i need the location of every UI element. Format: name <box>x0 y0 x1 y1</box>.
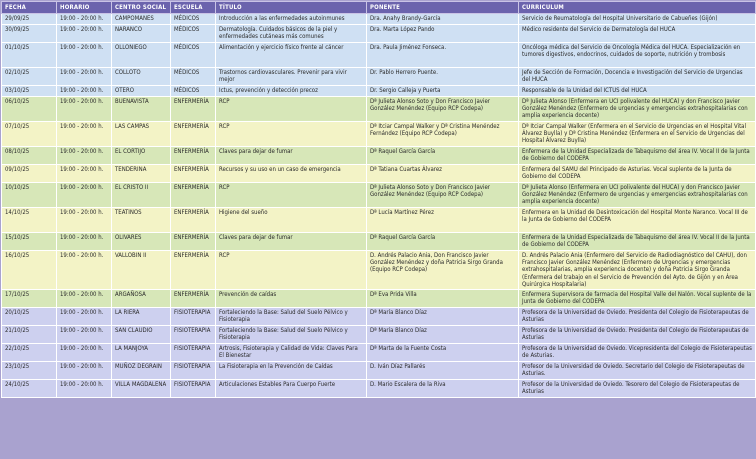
cell-fecha: 15/10/25 <box>2 233 57 251</box>
table-row <box>2 86 756 97</box>
table-row <box>2 208 756 233</box>
cell-centro: LAS CAMPAS <box>112 122 171 147</box>
cell-ponente: D. Mario Escalera de la Riva <box>367 380 519 398</box>
cell-ponente: Dra. Paula Jiménez Fonseca. <box>367 43 519 68</box>
cell-horario: 19:00 - 20:00 h. <box>57 25 112 43</box>
cell-ponente: Dra. Anahy Brandy-García <box>367 14 519 25</box>
header-ponente: PONENTE <box>367 2 519 14</box>
cell-horario: 19:00 - 20:00 h. <box>57 208 112 233</box>
cell-titulo: Recursos y su uso en un caso de emergencia <box>216 165 367 183</box>
cell-centro: SAN CLAUDIO <box>112 326 171 344</box>
header-fecha: FECHA <box>2 2 57 14</box>
cell-horario: 19:00 - 20:00 h. <box>57 290 112 308</box>
cell-fecha: 14/10/25 <box>2 208 57 233</box>
cell-horario: 19:00 - 20:00 h. <box>57 308 112 326</box>
cell-curriculum: Dª Itciar Campal Walker (Enfermera en el Servicio de Urgencias en el Hospital Vital Álvarez Buylla) y Dª Cristina Menéndez (Enfermera en el Servicio de Urgencias del Hospital Álvarez Buylla) <box>519 122 756 147</box>
cell-curriculum: Servicio de Reumatología del Hospital Universitario de Cabueñes (Gijón) <box>519 14 756 25</box>
cell-escuela: FISIOTERAPIA <box>171 344 216 362</box>
table-row <box>2 233 756 251</box>
cell-centro: OLIVARES <box>112 233 171 251</box>
cell-titulo: Higiene del sueño <box>216 208 367 233</box>
cell-centro: COLLOTO <box>112 68 171 86</box>
cell-horario: 19:00 - 20:00 h. <box>57 122 112 147</box>
cell-escuela: FISIOTERAPIA <box>171 326 216 344</box>
cell-titulo: RCP <box>216 183 367 208</box>
cell-escuela: ENFERMERÍA <box>171 97 216 122</box>
cell-escuela: MÉDICOS <box>171 86 216 97</box>
cell-titulo: RCP <box>216 97 367 122</box>
cell-escuela: FISIOTERAPIA <box>171 380 216 398</box>
cell-fecha: 08/10/25 <box>2 147 57 165</box>
cell-fecha: 17/10/25 <box>2 290 57 308</box>
header-centro-social: CENTRO SOCIAL <box>112 2 171 14</box>
cell-curriculum: Profesora de la Universidad de Oviedo. Presidenta del Colegio de Fisioterapeutas de Asturias <box>519 326 756 344</box>
cell-escuela: FISIOTERAPIA <box>171 308 216 326</box>
table-row <box>2 122 756 147</box>
cell-titulo: RCP <box>216 251 367 290</box>
cell-horario: 19:00 - 20:00 h. <box>57 68 112 86</box>
cell-titulo: La Fisioterapia en la Prevención de Caídas <box>216 362 367 380</box>
cell-ponente: Dª Lucía Martínez Pérez <box>367 208 519 233</box>
cell-fecha: 24/10/25 <box>2 380 57 398</box>
cell-fecha: 03/10/25 <box>2 86 57 97</box>
cell-curriculum: Enfermera en la Unidad de Desintoxicación del Hospital Monte Naranco. Vocal III de la Junta de Gobierno del CODEPA <box>519 208 756 233</box>
cell-ponente: Dª María Blanco Díaz <box>367 326 519 344</box>
cell-horario: 19:00 - 20:00 h. <box>57 147 112 165</box>
cell-curriculum: Enfermera de la Unidad Especializada de Tabaquismo del área IV. Vocal II de la Junta de Gobierno del CODEPA <box>519 233 756 251</box>
header-titulo: TÍTULO <box>216 2 367 14</box>
schedule-table <box>1 1 756 398</box>
cell-centro: LA MANJOYA <box>112 344 171 362</box>
cell-horario: 19:00 - 20:00 h. <box>57 43 112 68</box>
header-escuela: ESCUELA <box>171 2 216 14</box>
cell-centro: BUENAVISTA <box>112 97 171 122</box>
cell-escuela: ENFERMERÍA <box>171 165 216 183</box>
cell-escuela: ENFERMERÍA <box>171 147 216 165</box>
cell-titulo: Claves para dejar de fumar <box>216 233 367 251</box>
cell-curriculum: Dª Julieta Alonso (Enfermera en UCI polivalente del HUCA) y don Francisco Javier González Menéndez (Enfermero de urgencias y emergencias extrahospitalarias con amplia experiencia docente) <box>519 97 756 122</box>
cell-horario: 19:00 - 20:00 h. <box>57 362 112 380</box>
cell-centro: TENDERINA <box>112 165 171 183</box>
cell-centro: EL CORTIJO <box>112 147 171 165</box>
header-curriculum: CURRICULUM <box>519 2 756 14</box>
cell-curriculum: Dª Julieta Alonso (Enfermera en UCI polivalente del HUCA) y don Francisco Javier González Menéndez (Enfermero de urgencias y emergencias extrahospitalarias con amplia experiencia docente) <box>519 183 756 208</box>
cell-fecha: 07/10/25 <box>2 122 57 147</box>
cell-centro: OTERO <box>112 86 171 97</box>
cell-fecha: 09/10/25 <box>2 165 57 183</box>
cell-ponente: Dª Eva Prida Villa <box>367 290 519 308</box>
cell-curriculum: Profesor de la Universidad de Oviedo. Secretario del Colegio de Fisioterapeutas de Asturias. <box>519 362 756 380</box>
cell-horario: 19:00 - 20:00 h. <box>57 380 112 398</box>
cell-centro: CAMPOMANES <box>112 14 171 25</box>
cell-titulo: Introducción a las enfermedades autoinmunes <box>216 14 367 25</box>
cell-centro: LA RIERA <box>112 308 171 326</box>
cell-titulo: Dermatología. Cuidados básicos de la piel y enfermedades cutáneas más comunes <box>216 25 367 43</box>
cell-curriculum: Médico residente del Servicio de Dermatología del HUCA <box>519 25 756 43</box>
cell-curriculum: Enfermera Supervisora de farmacia del Hospital Valle del Nalón. Vocal suplente de la Junta de Gobierno del CODEPA <box>519 290 756 308</box>
cell-centro: EL CRISTO II <box>112 183 171 208</box>
cell-titulo: Articulaciones Estables Para Cuerpo Fuerte <box>216 380 367 398</box>
cell-horario: 19:00 - 20:00 h. <box>57 251 112 290</box>
cell-titulo: Prevención de caídas <box>216 290 367 308</box>
cell-horario: 19:00 - 20:00 h. <box>57 97 112 122</box>
cell-fecha: 10/10/25 <box>2 183 57 208</box>
table-row <box>2 308 756 326</box>
cell-fecha: 20/10/25 <box>2 308 57 326</box>
cell-fecha: 21/10/25 <box>2 326 57 344</box>
table-row <box>2 97 756 122</box>
cell-curriculum: Responsable de la Unidad del ICTUS del HUCA <box>519 86 756 97</box>
cell-horario: 19:00 - 20:00 h. <box>57 344 112 362</box>
cell-fecha: 02/10/25 <box>2 68 57 86</box>
cell-ponente: Dª Julieta Alonso Soto y Don Francisco Javier González Menéndez (Equipo RCP Codepa) <box>367 97 519 122</box>
header-row <box>2 2 756 14</box>
cell-escuela: ENFERMERÍA <box>171 251 216 290</box>
cell-escuela: ENFERMERÍA <box>171 290 216 308</box>
cell-escuela: FISIOTERAPIA <box>171 362 216 380</box>
table-row <box>2 147 756 165</box>
cell-fecha: 30/09/25 <box>2 25 57 43</box>
table-row <box>2 25 756 43</box>
cell-horario: 19:00 - 20:00 h. <box>57 14 112 25</box>
cell-ponente: Dr. Pablo Herrero Puente. <box>367 68 519 86</box>
cell-curriculum: D. Andrés Palacio Ania (Enfermero del Servicio de Radiodiagnóstico del CAHU), don Francisco Javier González Menéndez (Enfermero de Urgencias y emergencias extrahospitalarias, amplia experiencia docente) y doña Patricia Sirgo Granda (Enfermera del trabajo en el Servicio de Prevención del Ayto. de Gijón y en Área Quirúrgica Hospitalaria) <box>519 251 756 290</box>
cell-curriculum: Enfermera de la Unidad Especializada de Tabaquismo del área IV. Vocal II de la Junta de Gobierno del CODEPA <box>519 147 756 165</box>
cell-ponente: Dª Tatiana Cuartas Álvarez <box>367 165 519 183</box>
table-row <box>2 326 756 344</box>
table-row <box>2 362 756 380</box>
cell-curriculum: Oncóloga médica del Servicio de Oncología Médica del HUCA. Especialización en tumores digestivos, endocrinos, cuidados de soporte, nutrición y trombosis <box>519 43 756 68</box>
cell-ponente: Dª María Blanco Díaz <box>367 308 519 326</box>
cell-curriculum: Profesora de la Universidad de Oviedo. Presidenta del Colegio de Fisioterapeutas de Asturias <box>519 308 756 326</box>
cell-horario: 19:00 - 20:00 h. <box>57 86 112 97</box>
cell-curriculum: Enfermera del SAMU del Principado de Asturias. Vocal suplente de la Junta de Gobierno del CODEPA <box>519 165 756 183</box>
table-row <box>2 165 756 183</box>
table-row <box>2 251 756 290</box>
table-row <box>2 14 756 25</box>
cell-centro: TEATINOS <box>112 208 171 233</box>
cell-horario: 19:00 - 20:00 h. <box>57 233 112 251</box>
cell-ponente: Dr. Sergio Calleja y Puerta <box>367 86 519 97</box>
cell-centro: OLLONIEGO <box>112 43 171 68</box>
cell-horario: 19:00 - 20:00 h. <box>57 165 112 183</box>
cell-centro: VALLOBIN II <box>112 251 171 290</box>
table-row <box>2 380 756 398</box>
cell-horario: 19:00 - 20:00 h. <box>57 183 112 208</box>
cell-titulo: Trastornos cardiovasculares. Prevenir para vivir mejor <box>216 68 367 86</box>
cell-ponente: Dª Itciar Campal Walker y Dª Cristina Menéndez Fernández (Equipo RCP Codepa) <box>367 122 519 147</box>
cell-titulo: Claves para dejar de fumar <box>216 147 367 165</box>
cell-escuela: MÉDICOS <box>171 68 216 86</box>
cell-titulo: Artrosis, Fisioterapia y Calidad de Vida: Claves Para El Bienestar <box>216 344 367 362</box>
cell-horario: 19:00 - 20:00 h. <box>57 326 112 344</box>
cell-fecha: 22/10/25 <box>2 344 57 362</box>
cell-escuela: MÉDICOS <box>171 43 216 68</box>
cell-curriculum: Jefe de Sección de Formación, Docencia e Investigación del Servicio de Urgencias del HUCA <box>519 68 756 86</box>
cell-centro: MUÑOZ DEGRAIN <box>112 362 171 380</box>
table-row <box>2 290 756 308</box>
cell-centro: NARANCO <box>112 25 171 43</box>
cell-fecha: 16/10/25 <box>2 251 57 290</box>
cell-centro: VILLA MAGDALENA <box>112 380 171 398</box>
cell-titulo: Ictus, prevención y detección precoz <box>216 86 367 97</box>
cell-escuela: ENFERMERÍA <box>171 122 216 147</box>
table-row <box>2 43 756 68</box>
cell-titulo: Fortaleciendo la Base: Salud del Suelo Pélvico y Fisioterapia <box>216 326 367 344</box>
cell-escuela: ENFERMERÍA <box>171 233 216 251</box>
cell-fecha: 29/09/25 <box>2 14 57 25</box>
cell-ponente: Dª Marta de la Fuente Costa <box>367 344 519 362</box>
table-row <box>2 183 756 208</box>
cell-escuela: MÉDICOS <box>171 25 216 43</box>
cell-ponente: Dª Raquel García García <box>367 233 519 251</box>
cell-escuela: ENFERMERÍA <box>171 208 216 233</box>
cell-centro: ARGAÑOSA <box>112 290 171 308</box>
cell-titulo: Fortaleciendo la Base: Salud del Suelo Pélvico y Fisioterapia <box>216 308 367 326</box>
cell-fecha: 01/10/25 <box>2 43 57 68</box>
table-row <box>2 68 756 86</box>
cell-ponente: D. Andrés Palacio Ania, Don Francisco Javier González Menéndez y doña Patricia Sirgo Granda (Equipo RCP Codepa) <box>367 251 519 290</box>
cell-escuela: MÉDICOS <box>171 14 216 25</box>
cell-titulo: Alimentación y ejercicio físico frente al cáncer <box>216 43 367 68</box>
cell-fecha: 23/10/25 <box>2 362 57 380</box>
cell-escuela: ENFERMERÍA <box>171 183 216 208</box>
cell-ponente: Dra. Marta López Pando <box>367 25 519 43</box>
cell-ponente: D. Iván Díaz Pallarés <box>367 362 519 380</box>
header-horario: HORARIO <box>57 2 112 14</box>
cell-ponente: Dª Raquel García García <box>367 147 519 165</box>
table-row <box>2 344 756 362</box>
cell-ponente: Dª Julieta Alonso Soto y Don Francisco Javier González Menéndez (Equipo RCP Codepa) <box>367 183 519 208</box>
cell-curriculum: Profesora de la Universidad de Oviedo. Vicepresidenta del Colegio de Fisioterapeutas de Asturias. <box>519 344 756 362</box>
schedule-body <box>2 14 756 398</box>
cell-titulo: RCP <box>216 122 367 147</box>
cell-curriculum: Profesor de la Universidad de Oviedo. Tesorero del Colegio de Fisioterapeutas de Asturias <box>519 380 756 398</box>
cell-fecha: 06/10/25 <box>2 97 57 122</box>
